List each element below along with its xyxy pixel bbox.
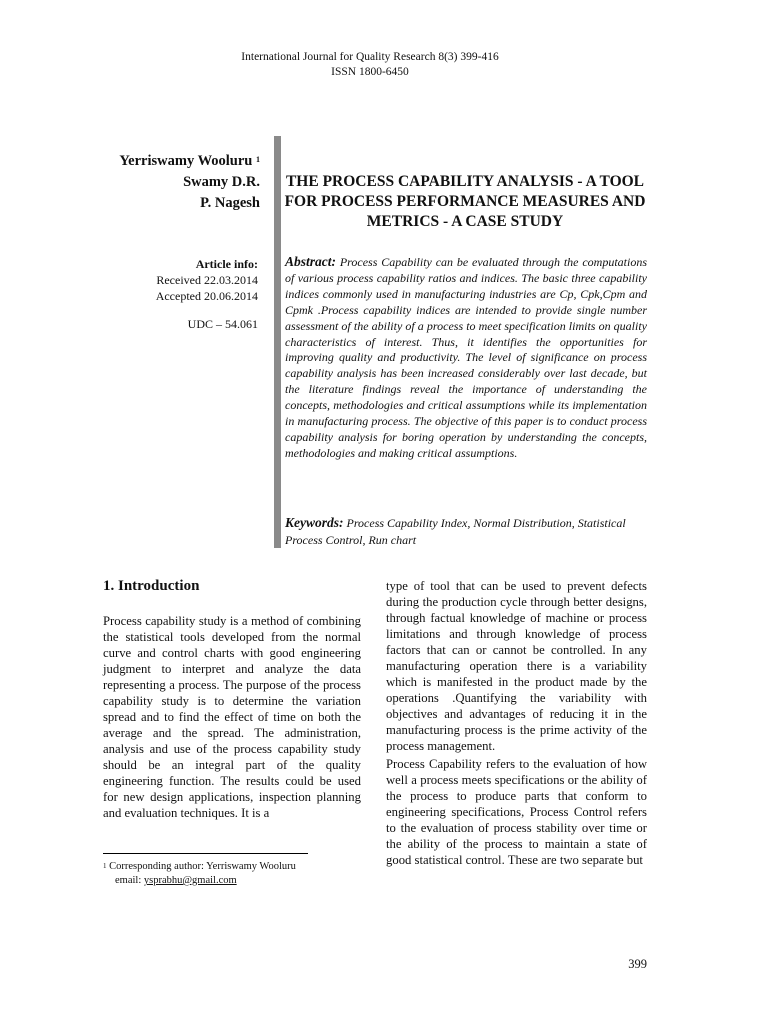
abstract-text: Process Capability can be evaluated through the computations of various process capability ratios and indices. The basic three capability indices commonly used in manufacturing industries are Cp, Cpk,Cpm and Cpmk .Process capability indices are intended to provide single number assessment of the ability of a process to meet specification limits on quality characteristics of interest. Thus, it identifies the opportunities for improving quality and productivity. The level of significance on process capability analysis has been increased considerably over last decade, but the literature findings reveal the importance of understanding the concepts, methodologies and critical assumptions while its implementation in manufacturing process. The objective of this paper is to conduct process capability analysis for boring operation by understanding the concepts, methodologies and making critical assumptions. <box>285 255 647 460</box>
page-number: 399 <box>628 957 647 971</box>
section-heading: 1. Introduction <box>103 578 200 594</box>
footnote-rule <box>103 853 308 854</box>
body-column-right <box>386 578 647 868</box>
keywords-text: Process Capability Index, Normal Distribution, Statistical Process Control, Run chart <box>285 516 626 547</box>
footnote-email: email: ysprabhu@gmail.com <box>115 875 237 886</box>
accepted-date: Accepted 20.06.2014 <box>155 289 258 303</box>
journal-header <box>200 50 540 80</box>
article-info-label: Article info: <box>195 257 258 271</box>
author-name: Yerriswamy Wooluru $^1$ <box>119 153 260 169</box>
author-name: P. Nagesh <box>200 195 260 211</box>
paragraph: type of tool that can be used to prevent defects during the production cycle through better designs, through factual knowledge of machine or process limitations and through knowledge of process factors that can or cannot be controlled. In any manufacturing operation there is a variability which is manifested in the product made by the operations .Quantifying the variability with objectives and advantages of reducing it in the manufacturing process is the prime activity of the process management. <box>386 579 647 753</box>
vertical-divider <box>274 136 281 548</box>
paper-title: THE PROCESS CAPABILITY ANALYSIS - A TOOL FOR PROCESS PERFORMANCE MEASURES AND METRICS - A CASE STUDY <box>284 173 646 230</box>
udc-code: UDC – 54.061 <box>187 317 258 331</box>
paragraph: Process capability study is a method of combining the statistical tools developed from the normal curve and control charts with good engineering judgment to interpret and analyze the data representing a process. The purpose of the process capability study is to determine the variation spread and to find the effect of time on both the average and the spread. The administration, analysis and use of the process capability study should be an integral part of the quality engineering function. The results could be used for new design applications, inspection planning and evaluation techniques. It is a <box>103 614 361 820</box>
author-name: Swamy D.R. <box>183 174 260 190</box>
keywords <box>285 514 647 549</box>
received-date: Received 22.03.2014 <box>156 273 258 287</box>
abstract-label: Abstract: <box>285 254 337 269</box>
footnote <box>103 860 363 888</box>
issn: ISSN 1800-6450 <box>331 66 409 78</box>
footnote-author: $^1$ Corresponding author: Yerriswamy Wooluru <box>103 861 296 872</box>
abstract <box>285 254 647 462</box>
email-link[interactable]: ysprabhu@gmail.com <box>143 875 237 886</box>
journal-citation: International Journal for Quality Research 8(3) 399-416 <box>241 51 499 63</box>
body-column-left <box>103 613 361 821</box>
article-info <box>60 256 258 332</box>
paragraph: Process Capability refers to the evaluation of how well a process meets specifications or the ability of the process to produce parts that conform to engineering specifications, Process Control refers to the evaluation of process stability over time or the ability of the process to maintain a state of good statistical control. These are two separate but <box>386 757 647 867</box>
keywords-label: Keywords: <box>285 515 344 530</box>
author-list <box>60 151 260 214</box>
